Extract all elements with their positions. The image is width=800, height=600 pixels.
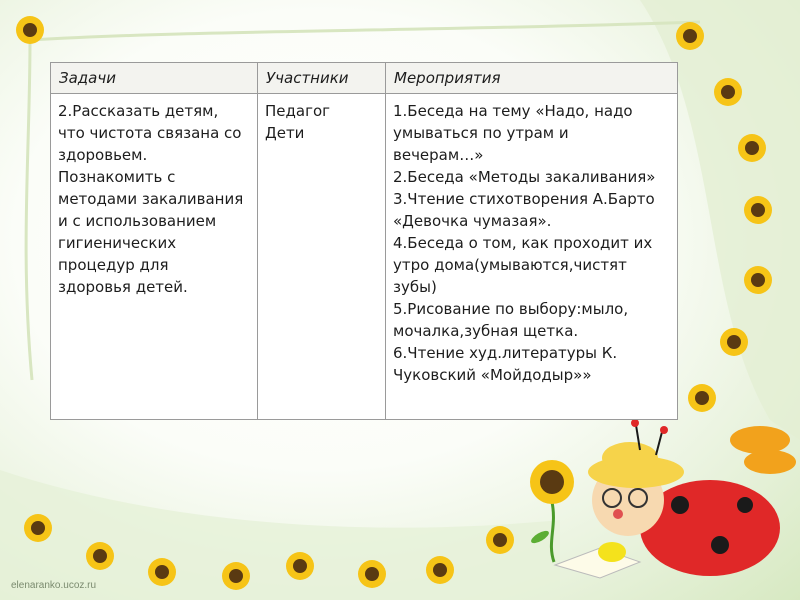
sunflower-bottom-5 bbox=[286, 552, 314, 580]
sunflower-bottom-4 bbox=[222, 562, 250, 590]
text-line: 6.Чтение худ.литературы К. bbox=[393, 344, 618, 362]
sunflower-right-5 bbox=[744, 266, 772, 294]
text-line: Дети bbox=[265, 124, 305, 142]
column-header-participants: Участники bbox=[258, 63, 386, 94]
column-header-events: Мероприятия bbox=[386, 63, 678, 94]
sunflower-top-left bbox=[16, 16, 44, 44]
text-line: мочалка,зубная щетка. bbox=[393, 322, 579, 340]
text-line: Педагог bbox=[265, 102, 331, 120]
events-text bbox=[393, 100, 671, 386]
text-line: процедур для bbox=[58, 256, 169, 274]
text-line: Познакомить с bbox=[58, 168, 176, 186]
vine-line-top bbox=[30, 22, 700, 40]
cell-tasks bbox=[51, 94, 258, 420]
sunflower-bottom-7 bbox=[426, 556, 454, 584]
text-line: 4.Беседа о том, как проходит их bbox=[393, 234, 653, 252]
sunflower-right-2 bbox=[714, 78, 742, 106]
sunflower-bottom-6 bbox=[358, 560, 386, 588]
text-line: умываться по утрам и bbox=[393, 124, 569, 142]
text-line: 2.Беседа «Методы закаливания» bbox=[393, 168, 656, 186]
ladybug-shoe-2 bbox=[744, 450, 796, 474]
sunflower-right-3 bbox=[738, 134, 766, 162]
table-header-row bbox=[51, 63, 678, 94]
sunflower-bottom-2 bbox=[86, 542, 114, 570]
text-line: вечерам…» bbox=[393, 146, 484, 164]
text-line: что чистота связана со bbox=[58, 124, 242, 142]
text-line: зубы) bbox=[393, 278, 437, 296]
text-line: здоровья детей. bbox=[58, 278, 188, 296]
sunflower-bottom-3 bbox=[148, 558, 176, 586]
text-line: «Девочка чумазая». bbox=[393, 212, 552, 230]
text-line: Чуковский «Мойдодыр»» bbox=[393, 366, 592, 384]
tasks-text bbox=[58, 100, 251, 298]
sunflower-right-6 bbox=[720, 328, 748, 356]
sunflower-right-7 bbox=[688, 384, 716, 412]
plan-table bbox=[50, 62, 678, 420]
sunflower-bottom-1 bbox=[24, 514, 52, 542]
text-line: утро дома(умываются,чистят bbox=[393, 256, 627, 274]
column-header-tasks: Задачи bbox=[51, 63, 258, 94]
sunflower-bottom-8 bbox=[486, 526, 514, 554]
text-line: и с использованием bbox=[58, 212, 217, 230]
text-line: гигиенических bbox=[58, 234, 177, 252]
text-line: 2.Рассказать детям, bbox=[58, 102, 219, 120]
cell-participants bbox=[258, 94, 386, 420]
text-line: 5.Рисование по выбору:мыло, bbox=[393, 300, 629, 318]
sunflower-right-1 bbox=[676, 22, 704, 50]
ladybug-shoe-1 bbox=[730, 426, 790, 454]
text-line: методами закаливания bbox=[58, 190, 244, 208]
sunflower-right-4 bbox=[744, 196, 772, 224]
participants-text bbox=[265, 100, 379, 144]
cell-events bbox=[386, 94, 678, 420]
text-line: 3.Чтение стихотворения А.Барто bbox=[393, 190, 655, 208]
ladybug-character bbox=[555, 419, 796, 578]
table-row bbox=[51, 94, 678, 420]
text-line: здоровьем. bbox=[58, 146, 148, 164]
open-book bbox=[555, 548, 640, 578]
text-line: 1.Беседа на тему «Надо, надо bbox=[393, 102, 633, 120]
site-watermark: elenaranko.ucoz.ru bbox=[11, 580, 97, 591]
vine-line bbox=[26, 40, 32, 380]
